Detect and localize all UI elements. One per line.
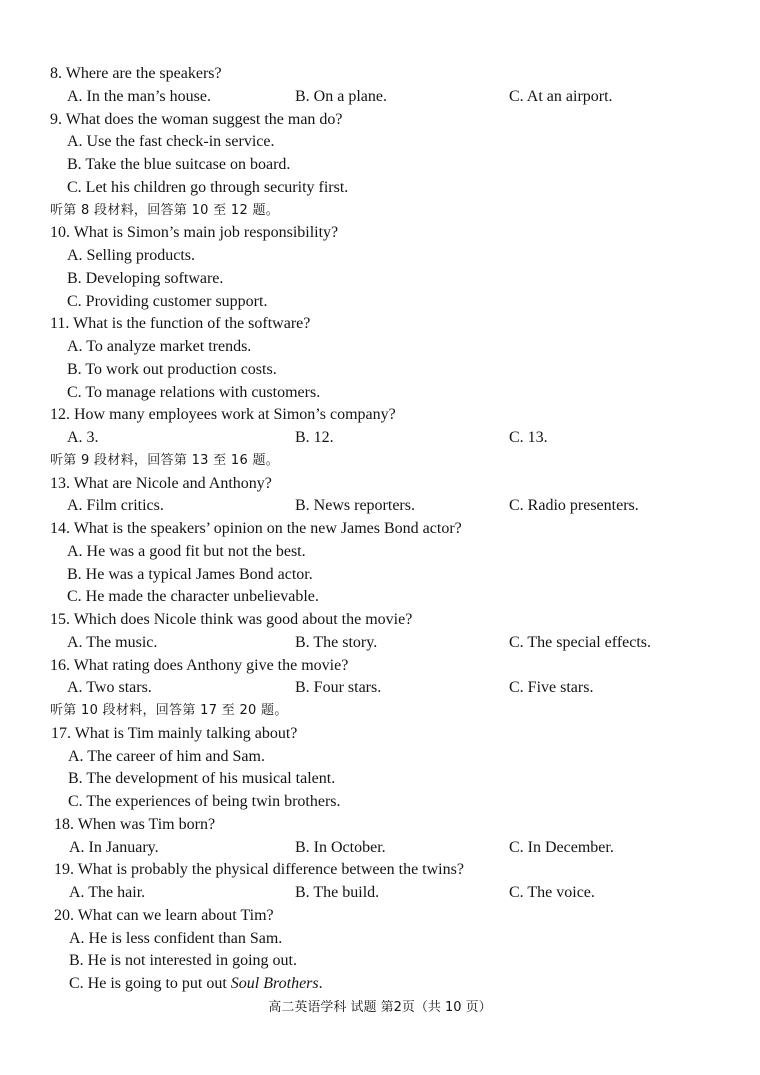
question-text: 10. What is Simon’s main job responsibility? xyxy=(50,224,339,242)
question-text: 11. What is the function of the software? xyxy=(50,315,311,333)
option-text: C. He made the character unbelievable. xyxy=(67,588,319,606)
option-text: A. Use the fast check-in service. xyxy=(67,133,275,151)
question-text: 19. What is probably the physical difference between the twins? xyxy=(54,861,464,879)
option-text: B. To work out production costs. xyxy=(67,360,277,378)
option-b: B. In October. xyxy=(295,838,386,856)
instruction-text: 听第 9 段材料，回答第 13 至 16 题。 xyxy=(50,452,280,468)
option-text: A. To analyze market trends. xyxy=(67,338,252,355)
option-c: C. The voice. xyxy=(509,884,595,901)
footer-text: 高二英语学科 试题 第2页（共 10 页） xyxy=(268,1000,492,1015)
option-c: C. In December. xyxy=(509,838,614,856)
option-text: A. The career of him and Sam. xyxy=(68,747,265,765)
question-text: 9. What does the woman suggest the man do? xyxy=(50,110,343,128)
option-c: C. 13. xyxy=(509,429,548,446)
question-text: 15. Which does Nicole think was good about the movie? xyxy=(50,611,413,628)
option-c: C. At an airport. xyxy=(509,87,613,105)
option-a: A. In the man’s house. xyxy=(67,87,211,105)
option-a: A. The hair. xyxy=(69,884,146,901)
option-text xyxy=(69,972,323,995)
option-text: C. The experiences of being twin brothers. xyxy=(68,793,341,810)
option-a: A. 3. xyxy=(67,429,99,446)
option-c: C. Radio presenters. xyxy=(509,497,639,515)
album-title: Soul Brothers xyxy=(230,975,319,992)
option-a: A. The music. xyxy=(67,633,158,651)
option-text: A. He was a good fit but not the best. xyxy=(67,542,306,560)
question-text: 14. What is the speakers’ opinion on the new James Bond actor? xyxy=(50,520,462,537)
question-text: 8. Where are the speakers? xyxy=(50,65,222,82)
option-text-post: . xyxy=(318,975,323,992)
option-text-pre: C. He is going to put out xyxy=(69,975,231,992)
option-b: B. Four stars. xyxy=(295,679,382,697)
option-text: C. Let his children go through security first. xyxy=(67,178,349,196)
option-c: C. Five stars. xyxy=(509,679,594,697)
option-a: A. Two stars. xyxy=(67,679,152,697)
question-text: 12. How many employees work at Simon’s company? xyxy=(50,406,396,424)
option-text: B. Take the blue suitcase on board. xyxy=(67,156,291,173)
option-text: C. Providing customer support. xyxy=(67,292,268,310)
option-b: B. On a plane. xyxy=(295,87,387,105)
option-text: C. To manage relations with customers. xyxy=(67,383,321,401)
option-b: B. The build. xyxy=(295,884,380,901)
option-text: B. He is not interested in going out. xyxy=(69,952,297,970)
instruction-text: 听第 8 段材料，回答第 10 至 12 题。 xyxy=(50,202,280,218)
option-text: B. Developing software. xyxy=(67,269,224,287)
option-b: B. News reporters. xyxy=(295,497,415,515)
option-text: A. He is less confident than Sam. xyxy=(69,929,283,947)
page-footer xyxy=(0,996,760,1019)
option-text: A. Selling products. xyxy=(67,247,195,264)
question-text: 18. When was Tim born? xyxy=(54,815,216,833)
option-a: A. Film critics. xyxy=(67,497,164,515)
option-b: B. The story. xyxy=(295,633,378,651)
instruction-text: 听第 10 段材料，回答第 17 至 20 题。 xyxy=(50,703,288,718)
option-c: C. The special effects. xyxy=(509,633,652,651)
option-a: A. In January. xyxy=(69,838,159,856)
option-text: B. The development of his musical talent. xyxy=(68,770,336,788)
question-text: 16. What rating does Anthony give the movie? xyxy=(50,656,349,674)
question-text: 20. What can we learn about Tim? xyxy=(54,906,274,924)
option-text: B. He was a typical James Bond actor. xyxy=(67,565,313,583)
question-text: 17. What is Tim mainly talking about? xyxy=(51,724,298,742)
option-b: B. 12. xyxy=(295,429,334,446)
question-text: 13. What are Nicole and Anthony? xyxy=(50,474,272,492)
